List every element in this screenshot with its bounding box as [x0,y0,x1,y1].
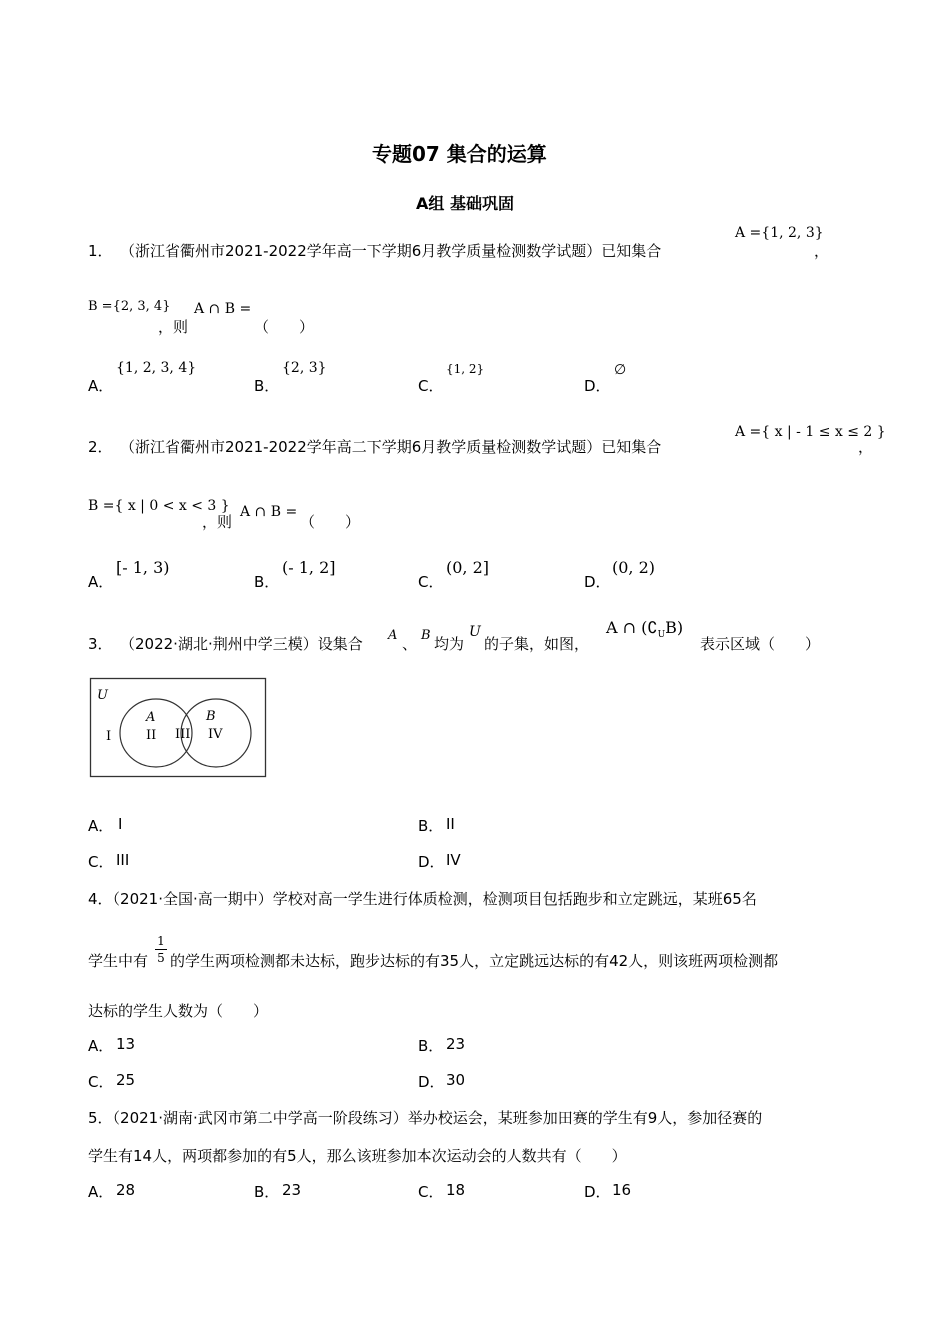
region-ii-label: II [146,728,157,743]
option-d-value: 16 [612,1181,632,1199]
option-c-label: C． [418,573,444,591]
option-a-label: A． [88,377,114,395]
option-b-label: B． [418,1037,444,1055]
option-b-value: 23 [282,1181,302,1199]
answer-paren: （ ） [300,513,361,531]
option-d-label: D． [418,853,445,871]
option-b-label: B． [418,817,444,835]
set-b-symbol: B [421,628,431,643]
option-d-value: ∅ [614,362,627,378]
answer-paren: （ ） [254,318,315,336]
option-c-value: 25 [116,1071,136,1089]
question-text: （浙江省衢州市2021-2022学年高一下学期6月教学质量检测数学试题）已知集合 [120,242,662,260]
option-b-value: 23 [446,1035,466,1053]
complement-formula [606,618,683,640]
option-a-label: A． [88,817,114,835]
option-b-label: B． [254,573,280,591]
comma: ， [858,438,874,456]
option-a-label: A． [88,1183,114,1201]
set-a-formula: A ={ x | - 1 ≤ x ≤ 2 } [735,424,886,440]
question-text: （2022·湖北·荆州中学三模）设集合 [120,635,363,653]
set-b-formula: B ={ x | 0 < x < 3 } [88,498,230,514]
then-text: ，则 [202,513,233,531]
option-b-value: (- 1, 2] [282,558,336,577]
option-a-value: [- 1, 3) [116,558,170,577]
set-u-symbol: U [469,624,481,640]
fraction-numerator: 1 [157,934,165,948]
question-text-4: 表示区域（ ） [700,635,821,653]
option-c-value: 18 [446,1181,466,1199]
option-a-value: 13 [116,1035,136,1053]
formula-subscript: U [657,630,666,641]
set-a-formula: A ={1, 2, 3} [735,225,824,241]
question-line-1: 4．（2021·全国·高一期中）学校对高一学生进行体质检测，检测项目包括跑步和立定跳远，某班65名 [88,890,757,908]
question-line-1: 5．（2021·湖南·武冈市第二中学高一阶段练习）举办校运会，某班参加田赛的学生有9人，参加径赛的 [88,1109,763,1127]
page-title: 专题07 集合的运算 [372,142,547,166]
section-title: A组 基础巩固 [416,194,514,213]
option-b-label: B． [254,1183,280,1201]
option-a-label: A． [88,1037,114,1055]
question-line-2b: 的学生两项检测都未达标，跑步达标的有35人，立定跳远达标的有42人，则该班两项检测都 [170,952,779,970]
question-line-2a: 学生中有 [88,952,149,970]
option-d-value: (0, 2) [612,558,656,577]
option-b-value: {2, 3} [282,360,327,376]
set-b-formula: B ={2, 3, 4} [88,299,171,314]
option-c-label: C． [418,377,444,395]
question-text-2: 均为 [434,635,465,653]
option-d-value: 30 [446,1071,466,1089]
then-text: ，则 [158,318,189,336]
universe-label: U [97,688,108,703]
fraction [155,933,167,966]
option-a-value: Ⅰ [118,815,123,833]
option-d-label: D． [584,573,611,591]
question-line-3: 达标的学生人数为（ ） [88,1002,269,1020]
question-number: 3． [88,635,113,653]
option-a-value: 28 [116,1181,136,1199]
option-b-label: B． [254,377,280,395]
formula-end: B) [665,618,684,637]
formula-part: A ∩ (∁ [606,618,658,637]
option-c-label: C． [418,1183,444,1201]
region-iv-label: IV [208,727,223,742]
fraction-denominator: 5 [157,951,165,965]
set-a-label: A [146,710,156,725]
question-number: 1． [88,242,113,260]
intersection-formula: A ∩ B = [240,504,298,520]
option-d-label: D． [418,1073,445,1091]
option-a-label: A． [88,573,114,591]
comma: ， [814,242,830,260]
option-d-label: D． [584,1183,611,1201]
venn-diagram [88,676,270,780]
option-c-value: {1, 2} [446,362,485,376]
intersection-formula: A ∩ B = [194,301,252,317]
question-line-2: 学生有14人，两项都参加的有5人，那么该班参加本次运动会的人数共有（ ） [88,1147,627,1165]
region-i-label: I [106,729,112,744]
region-iii-label: III [175,727,191,742]
question-text: （浙江省衢州市2021-2022学年高二下学期6月教学质量检测数学试题）已知集合 [120,438,662,456]
question-number: 2． [88,438,113,456]
set-a-symbol: A [388,628,398,643]
option-d-label: D． [584,377,611,395]
option-c-label: C． [88,1073,114,1091]
option-c-value: III [116,851,130,869]
option-c-label: C． [88,853,114,871]
option-c-value: (0, 2] [446,558,490,577]
option-d-value: IV [446,851,461,869]
set-b-label: B [206,709,216,724]
option-b-value: II [446,815,455,833]
option-a-value: {1, 2, 3, 4} [116,360,197,376]
question-text-3: 的子集，如图， [484,635,590,653]
separator: 、 [402,635,418,653]
